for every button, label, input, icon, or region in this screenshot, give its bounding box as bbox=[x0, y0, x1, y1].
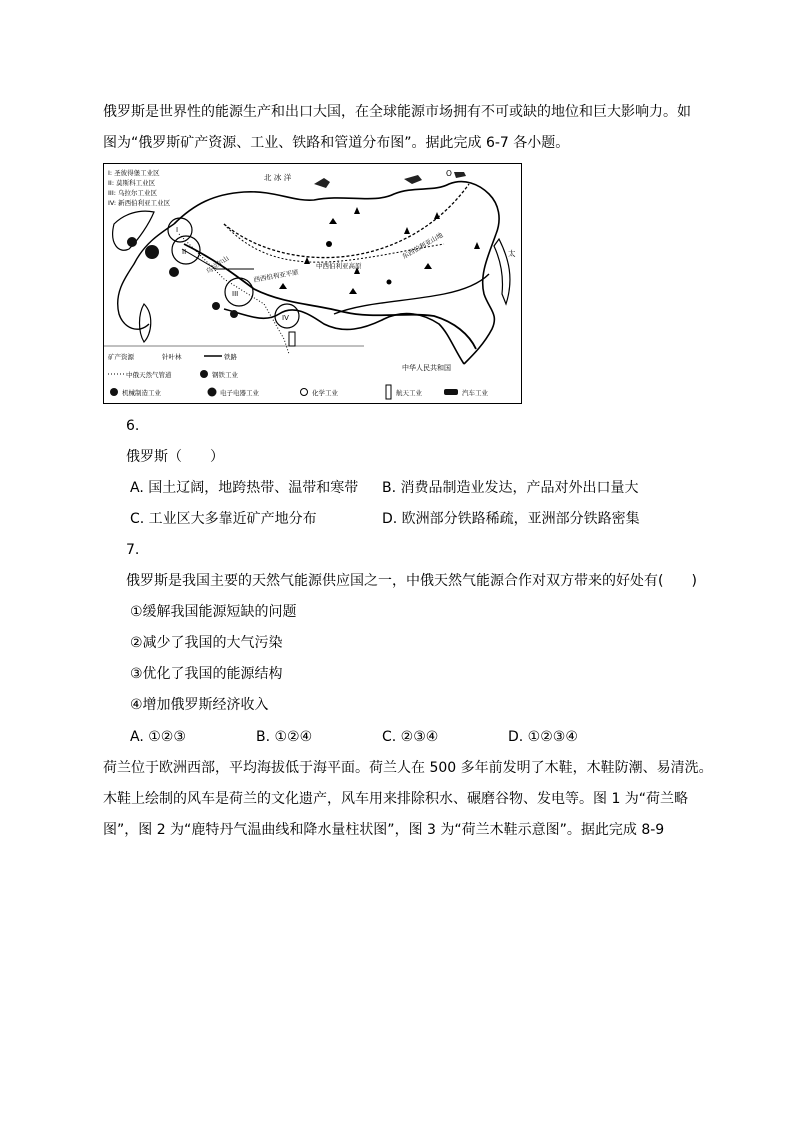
legend-conifer: 针叶林 bbox=[162, 353, 182, 361]
q6-option-c: C. 工业区大多靠近矿产地分布 bbox=[130, 511, 317, 527]
industry-icon-2 bbox=[145, 245, 159, 259]
industry-icon-1 bbox=[127, 237, 137, 247]
north-coastline bbox=[174, 182, 499, 234]
legend-chemical-icon bbox=[301, 389, 308, 396]
q7-item-1: ①缓解我国能源短缺的问题 bbox=[130, 604, 297, 620]
region-label-i: I bbox=[176, 226, 179, 234]
next-passage-line-3: 图”，图 2 为“鹿特丹气温曲线和降水量柱状图”，图 3 为“荷兰木鞋示意图”。据此完成 8-9 bbox=[103, 822, 665, 838]
region-circle-i bbox=[168, 218, 192, 242]
region-label-ii: II bbox=[182, 248, 187, 256]
legend-steel: 钢铁工业 bbox=[212, 371, 238, 379]
legend-region-3: III: 乌拉尔工业区 bbox=[108, 189, 158, 197]
legend-electronics-icon bbox=[208, 388, 217, 397]
q6-option-a: A. 国土辽阔，地跨热带、温带和寒带 bbox=[130, 480, 359, 496]
baikal-amur-railway bbox=[334, 274, 489, 314]
west-boundary bbox=[118, 224, 174, 329]
taiga-boundary bbox=[224, 184, 469, 258]
region-label-iii: III bbox=[232, 290, 239, 298]
mineral-dot-1 bbox=[326, 241, 332, 247]
legend-mineral: 矿产资源 bbox=[108, 353, 134, 361]
pacific-label: 太 bbox=[508, 249, 516, 258]
legend-machinery: 机械制造工业 bbox=[122, 389, 161, 397]
next-passage-line-1: 荷兰位于欧洲西部，平均海拔低于海平面。荷兰人在 500 多年前发明了木鞋，木鞋防潮、易清洗。 bbox=[103, 760, 713, 776]
industry-icon-3 bbox=[169, 267, 179, 277]
east-siberian-label: 东西伯利亚山地 bbox=[401, 231, 445, 261]
q7-item-4: ④增加俄罗斯经济收入 bbox=[130, 697, 269, 713]
q6-number: 6. bbox=[126, 418, 140, 434]
map-figure bbox=[104, 164, 521, 403]
intro-line-1: 俄罗斯是世界性的能源生产和出口大国，在全球能源市场拥有不可或缺的地位和巨大影响力。如 bbox=[103, 104, 691, 120]
legend-electronics: 电子电器工业 bbox=[220, 389, 259, 397]
legend-aerospace: 航天工业 bbox=[396, 389, 422, 397]
legend-auto-icon bbox=[444, 389, 458, 395]
south-border bbox=[224, 309, 464, 364]
legend-pipeline: 中俄天然气管道 bbox=[126, 371, 172, 379]
q7-option-c: C. ②③④ bbox=[382, 729, 439, 745]
map-label-o: O bbox=[446, 169, 452, 178]
q7-option-b: B. ①②④ bbox=[256, 729, 313, 745]
next-passage-line-2: 木鞋上绘制的风车是荷兰的文化遗产，风车用来排除积水、碾磨谷物、发电等。图 1 为“荷兰略 bbox=[103, 791, 689, 807]
ocean-label: 北 冰 洋 bbox=[264, 173, 292, 182]
russia-resource-map bbox=[103, 163, 522, 404]
china-label: 中华人民共和国 bbox=[402, 364, 451, 372]
legend-railway: 铁路 bbox=[224, 353, 237, 361]
legend-region-1: I: 圣彼得堡工业区 bbox=[108, 169, 160, 177]
ural-label: 乌拉尔山 bbox=[204, 254, 231, 276]
q7-item-2: ②减少了我国的大气污染 bbox=[130, 635, 283, 651]
q7-option-a: A. ①②③ bbox=[130, 729, 186, 745]
industry-icon-4 bbox=[212, 302, 220, 310]
legend-region-2: II: 莫斯科工业区 bbox=[108, 179, 156, 187]
industry-icon-6 bbox=[289, 332, 295, 346]
central-siberian-label: 中西伯利亚高原 bbox=[316, 262, 362, 270]
legend-chemical: 化学工业 bbox=[312, 389, 338, 397]
legend-machinery-icon bbox=[110, 388, 118, 396]
legend-steel-icon bbox=[200, 370, 208, 378]
caspian bbox=[140, 304, 151, 342]
legend-aerospace-icon bbox=[386, 385, 391, 399]
legend-region-4: IV: 新西伯利亚工业区 bbox=[108, 199, 171, 207]
east-coast bbox=[464, 234, 496, 364]
region-label-iv: IV bbox=[282, 314, 289, 322]
west-siberian-label: 西西伯利亚平原 bbox=[252, 268, 300, 284]
legend-auto: 汽车工业 bbox=[462, 389, 488, 397]
q6-option-b: B. 消费品制造业发达，产品对外出口量大 bbox=[382, 480, 639, 496]
q7-number: 7. bbox=[126, 542, 140, 558]
mineral-dot-2 bbox=[387, 280, 392, 285]
q7-option-d: D. ①②③④ bbox=[508, 729, 578, 745]
q6-option-d: D. 欧洲部分铁路稀疏，亚洲部分铁路密集 bbox=[382, 511, 640, 527]
industry-icon-5 bbox=[230, 310, 238, 318]
intro-line-2: 图为“俄罗斯矿产资源、工业、铁路和管道分布图”。据此完成 6-7 各小题。 bbox=[103, 135, 570, 151]
q6-stem: 俄罗斯（ ） bbox=[126, 449, 224, 465]
q7-item-3: ③优化了我国的能源结构 bbox=[130, 666, 283, 682]
region-circle-iii bbox=[225, 278, 253, 306]
q7-stem: 俄罗斯是我国主要的天然气能源供应国之一，中俄天然气能源合作对双方带来的好处有( ) bbox=[126, 573, 697, 589]
